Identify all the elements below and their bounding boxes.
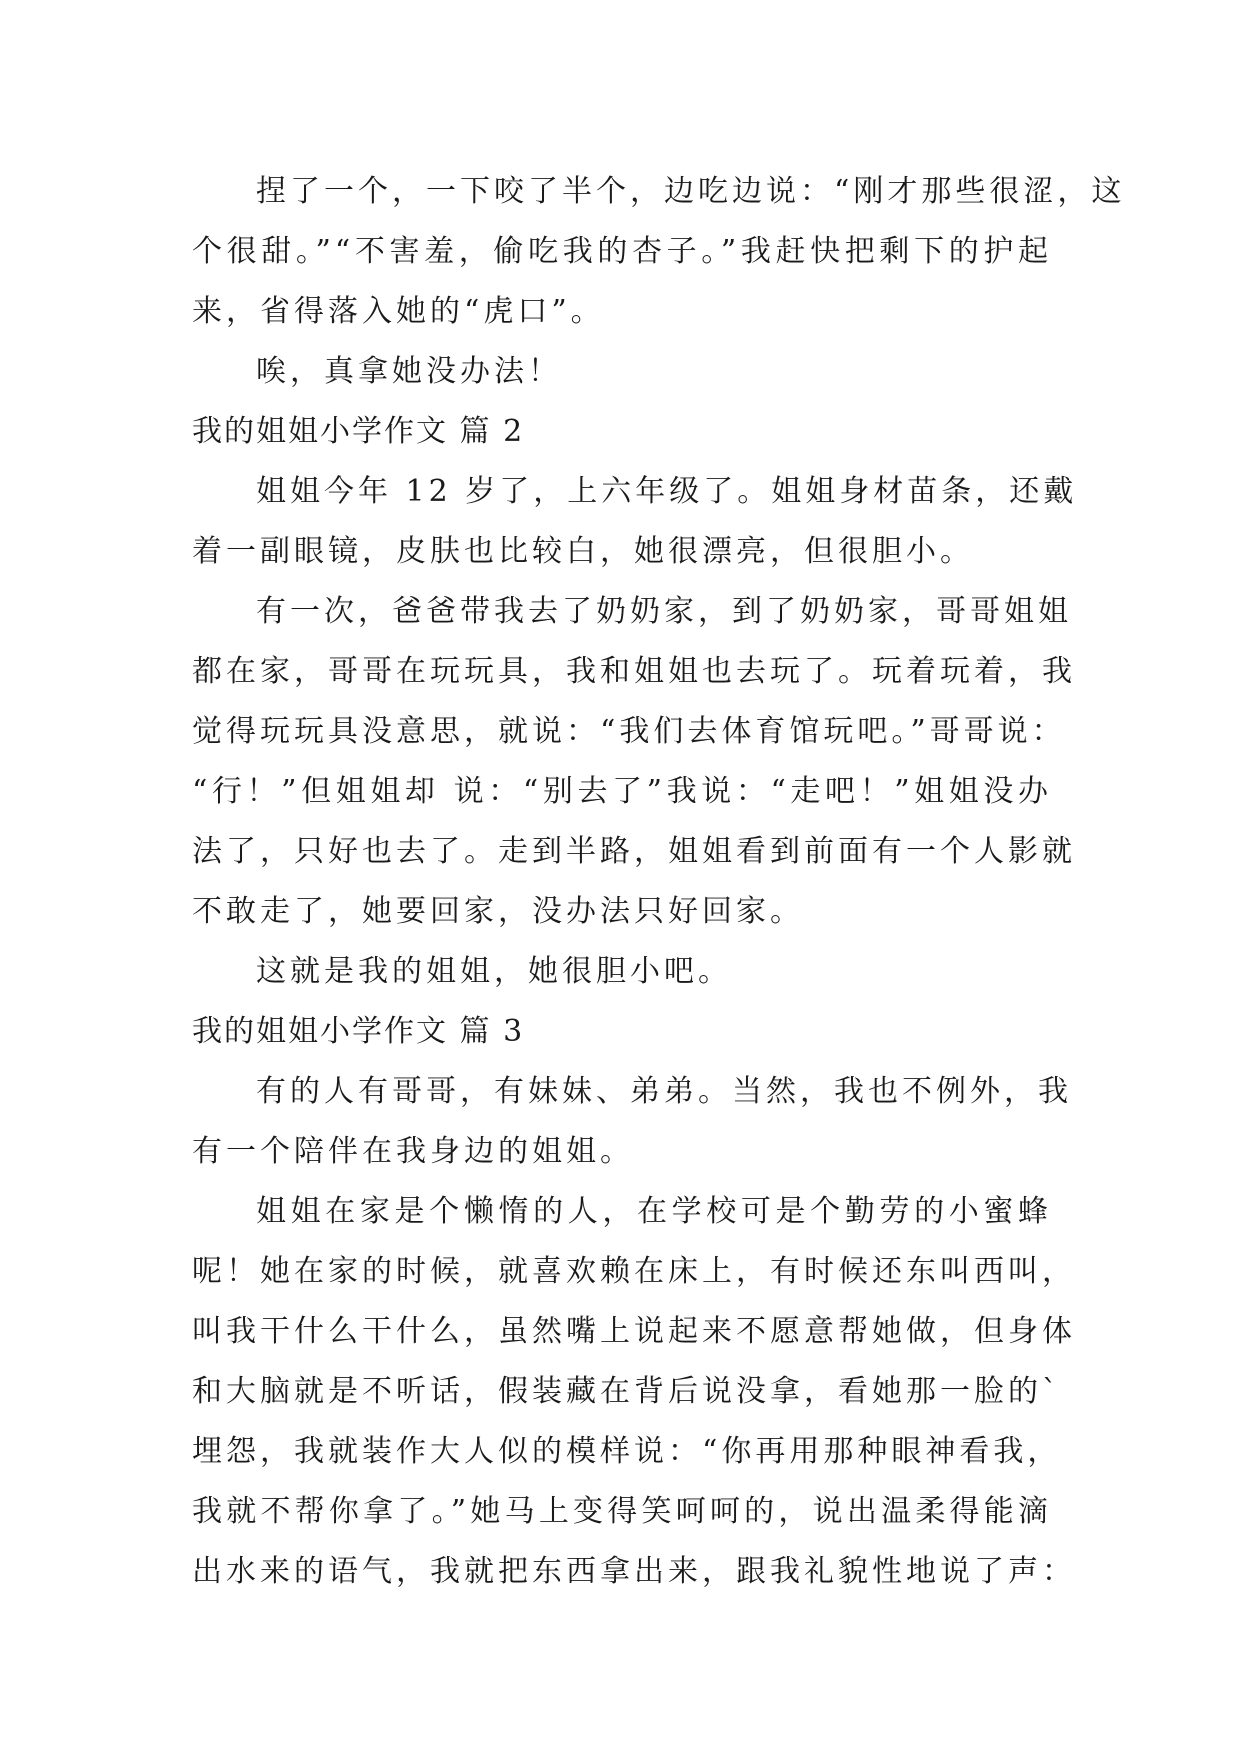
paragraph: [192, 1182, 1076, 1602]
paragraph: [192, 162, 1126, 342]
paragraph: [192, 942, 1052, 1002]
text-line: 埋怨，我就装作大人似的模样说：“你再用那种眼神看我，: [192, 1434, 1062, 1469]
text-line: 这就是我的姐姐，她很胆小吧。: [256, 954, 732, 989]
text-line: 有的人有哥哥，有妹妹、弟弟。当然，我也不例外，我: [256, 1074, 1072, 1109]
paragraph: [192, 582, 1076, 942]
text-line: 有一次，爸爸带我去了奶奶家，到了奶奶家，哥哥姐姐: [256, 594, 1072, 629]
text-line: 姐姐在家是个懒惰的人，在学校可是个勤劳的小蜜蜂: [256, 1194, 1052, 1229]
text-line: 出水来的语气，我就把东西拿出来，跟我礼貌性地说了声：: [192, 1554, 1076, 1589]
text-line: 捏了一个，一下咬了半个，边吃边说：“刚才那些很涩，这: [256, 174, 1126, 209]
text-line: 觉得玩玩具没意思，就说：“我们去体育馆玩吧。”哥哥说：: [192, 714, 1066, 749]
section-heading: 我的姐姐小学作文 篇 3: [192, 1014, 525, 1049]
text-line: 法了，只好也去了。走到半路，姐姐看到前面有一个人影就: [192, 834, 1076, 869]
text-line: 我就不帮你拿了。”她马上变得笑呵呵的，说出温柔得能滴: [192, 1494, 1052, 1529]
section-heading: 我的姐姐小学作文 篇 2: [192, 414, 525, 449]
text-line: 有一个陪伴在我身边的姐姐。: [192, 1134, 634, 1169]
text-line: 都在家，哥哥在玩玩具，我和姐姐也去玩了。玩着玩着，我: [192, 654, 1076, 689]
text-line: 着一副眼镜，皮肤也比较白，她很漂亮，但很胆小。: [192, 534, 974, 569]
text-line: 来，省得落入她的“虎口”。: [192, 294, 605, 329]
text-line: “行！”但姐姐却 说：“别去了”我说：“走吧！”姐姐没办: [192, 774, 1052, 809]
text-line: 和大脑就是不听话，假装藏在背后说没拿，看她那一脸的`: [192, 1374, 1061, 1409]
text-line: 不敢走了，她要回家，没办法只好回家。: [192, 894, 804, 929]
paragraph: [192, 1062, 1072, 1182]
text-line: 呢！她在家的时候，就喜欢赖在床上，有时候还东叫西叫，: [192, 1254, 1076, 1289]
paragraph: [192, 342, 1052, 402]
text-line: 叫我干什么干什么，虽然嘴上说起来不愿意帮她做，但身体: [192, 1314, 1076, 1349]
text-line: 唉，真拿她没办法！: [256, 354, 562, 389]
text-line: 个很甜。”“不害羞，偷吃我的杏子。”我赶快把剩下的护起: [192, 234, 1052, 269]
paragraph: [192, 462, 1078, 582]
text-line: 姐姐今年 12 岁了，上六年级了。姐姐身材苗条，还戴: [256, 474, 1078, 509]
document-body: [192, 162, 1126, 1602]
